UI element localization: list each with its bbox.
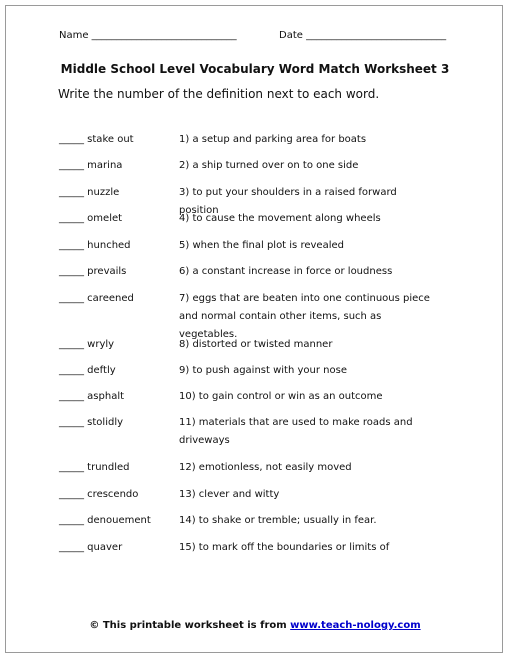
- definition: 9) to push against with your nose: [179, 365, 347, 376]
- vocab-word: _____ prevails: [59, 266, 127, 277]
- definition: 8) distorted or twisted manner: [179, 339, 333, 350]
- vocab-word: _____ asphalt: [59, 391, 125, 402]
- vocab-word: _____ wryly: [59, 339, 115, 350]
- vocab-word: _____ omelet: [59, 213, 123, 224]
- definition: 7) eggs that are beaten into one continuous piece and normal contain other items, such as vegetables.: [179, 293, 430, 340]
- definition: 6) a constant increase in force or loudness: [179, 266, 393, 277]
- vocab-word: _____ quaver: [59, 542, 123, 553]
- vocab-word: _____ denouement: [59, 515, 151, 526]
- vocab-word: _____ crescendo: [59, 489, 139, 500]
- definition: 11) materials that are used to make roads and driveways: [179, 417, 413, 446]
- vocab-word: _____ stolidly: [59, 417, 124, 428]
- name-field: Name _____________________________: [59, 30, 237, 41]
- definition: 5) when the final plot is revealed: [179, 240, 344, 251]
- definition: 1) a setup and parking area for boats: [179, 134, 367, 145]
- vocab-word: _____ hunched: [59, 240, 131, 251]
- footer-credit: [0, 620, 510, 631]
- definition: 3) to put your shoulders in a raised forward position: [179, 187, 397, 216]
- definition: 14) to shake or tremble; usually in fear.: [179, 515, 377, 526]
- vocab-word: _____ deftly: [59, 365, 116, 376]
- definition: 13) clever and witty: [179, 489, 280, 500]
- footer-copyright: © This printable worksheet is from: [89, 620, 291, 631]
- instruction-text: Write the number of the definition next to each word.: [58, 87, 380, 101]
- vocab-word: _____ trundled: [59, 462, 130, 473]
- date-field: Date ____________________________: [279, 30, 447, 41]
- definition: 4) to cause the movement along wheels: [179, 213, 381, 224]
- vocab-word: _____ stake out: [59, 134, 134, 145]
- vocab-word: _____ careened: [59, 293, 134, 304]
- vocab-word: _____ marina: [59, 160, 123, 171]
- header-fields: [59, 30, 447, 41]
- footer-link[interactable]: www.teach-nology.com: [290, 620, 421, 631]
- definition: 15) to mark off the boundaries or limits of: [179, 542, 390, 553]
- worksheet-title: Middle School Level Vocabulary Word Match Worksheet 3: [60, 62, 450, 76]
- vocab-word: _____ nuzzle: [59, 187, 120, 198]
- definition: 10) to gain control or win as an outcome: [179, 391, 383, 402]
- definition: 12) emotionless, not easily moved: [179, 462, 352, 473]
- definition: 2) a ship turned over on to one side: [179, 160, 359, 171]
